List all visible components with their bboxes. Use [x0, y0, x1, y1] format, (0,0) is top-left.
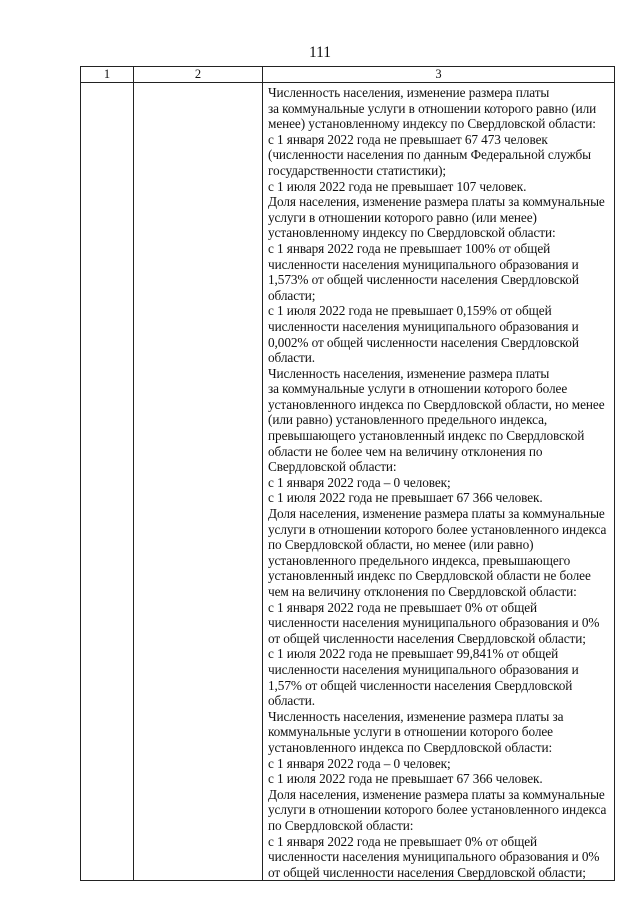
text-line: численности населения муниципального образования и: [268, 318, 579, 334]
text-line: с 1 июля 2022 года не превышает 107 человек.: [268, 178, 527, 194]
column-header-3: 3: [263, 67, 615, 83]
text-line: Доля населения, изменение размера платы за коммунальные: [268, 506, 605, 522]
text-line: установленному индексу по Свердловской области:: [268, 225, 556, 241]
text-line: услуги в отношении которого более установленного индекса: [268, 802, 607, 818]
text-line: численности населения муниципального образования и 0%: [268, 615, 600, 631]
document-table: [80, 66, 615, 881]
text-line: численности населения муниципального образования и: [268, 661, 579, 677]
table-cell-col2: [134, 83, 263, 881]
text-line: с 1 июля 2022 года не превышает 67 366 человек.: [268, 771, 543, 787]
text-line: установленный индекс по Свердловской области не более: [268, 568, 591, 584]
text-line: 1,573% от общей численности населения Свердловской: [268, 272, 579, 288]
text-line: услуги в отношении которого равно (или менее): [268, 209, 537, 225]
text-line: чем на величину отклонения по Свердловской области:: [268, 584, 577, 599]
text-line: (или равно) установленного предельного индекса,: [268, 412, 548, 428]
text-line: установленного индекса по Свердловской области:: [268, 739, 553, 755]
text-line: превышающего установленный индекс по Свердловской: [268, 428, 585, 444]
text-line: Свердловской области:: [268, 459, 397, 475]
text-line: за коммунальные услуги в отношении которого более: [268, 381, 568, 397]
text-line: услуги в отношении которого более установленного индекса: [268, 521, 607, 537]
text-line: 1,57% от общей численности населения Свердловской: [268, 677, 573, 693]
text-line: с 1 июля 2022 года не превышает 67 366 человек.: [268, 490, 543, 506]
cell-text-block: [263, 83, 614, 880]
text-line: области.: [268, 350, 315, 366]
column-header-2: 2: [134, 67, 263, 83]
text-line: Численность населения, изменение размера платы за: [268, 708, 564, 724]
text-line: Численность населения, изменение размера платы: [268, 365, 550, 381]
text-line: области.: [268, 693, 315, 709]
text-line: с 1 июля 2022 года не превышает 0,159% от общей: [268, 303, 552, 319]
text-line: с 1 января 2022 года не превышает 100% от общей: [268, 240, 551, 256]
text-line: с 1 января 2022 года не превышает 67 473 человек: [268, 131, 548, 147]
text-line: установленного индекса по Свердловской области, но менее: [268, 396, 605, 412]
text-line: области не более чем на величину отклонения по: [268, 443, 543, 459]
text-line: Доля населения, изменение размера платы за коммунальные: [268, 194, 605, 210]
page-number: 111: [308, 44, 332, 61]
table-header-row: [81, 67, 615, 83]
table-row: [81, 83, 615, 881]
text-line: с 1 января 2022 года – 0 человек;: [268, 474, 451, 490]
text-line: с 1 января 2022 года не превышает 0% от общей: [268, 599, 538, 615]
text-line: с 1 июля 2022 года не превышает 99,841% от общей: [268, 646, 559, 662]
text-line: с 1 января 2022 года – 0 человек;: [268, 755, 451, 771]
text-line: Доля населения, изменение размера платы за коммунальные: [268, 786, 605, 802]
text-line: установленного предельного индекса, превышающего: [268, 552, 571, 568]
text-line: численности населения муниципального образования и: [268, 256, 579, 272]
text-line: от общей численности населения Свердловской области;: [268, 864, 586, 880]
text-line: области;: [268, 287, 316, 303]
text-line: Численность населения, изменение размера платы: [268, 85, 550, 100]
table-cell-col3: [263, 83, 615, 881]
text-line: от общей численности населения Свердловской области;: [268, 630, 586, 646]
column-header-1: 1: [81, 67, 134, 83]
table-cell-col1: [81, 83, 134, 881]
text-line: численности населения муниципального образования и 0%: [268, 849, 600, 865]
text-line: (численности населения по данным Федеральной службы: [268, 147, 591, 163]
text-line: с 1 января 2022 года не превышает 0% от общей: [268, 833, 538, 849]
text-line: за коммунальные услуги в отношении которого равно (или: [268, 100, 597, 116]
text-line: коммунальные услуги в отношении которого более: [268, 724, 553, 740]
text-line: по Свердловской области:: [268, 817, 414, 833]
text-line: по Свердловской области, но менее (или равно): [268, 537, 534, 553]
text-line: государственности статистики);: [268, 162, 447, 178]
text-line: менее) установленному индексу по Свердловской области:: [268, 116, 596, 132]
text-line: 0,002% от общей численности населения Свердловской: [268, 334, 579, 350]
